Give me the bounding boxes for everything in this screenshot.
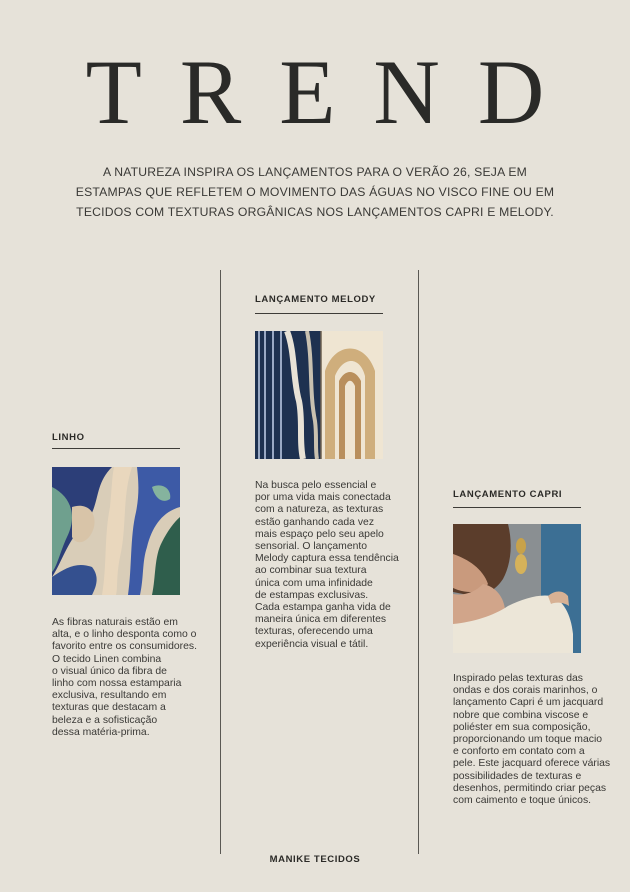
capri-model-image (453, 524, 581, 653)
page-title: TREND (85, 41, 583, 143)
linho-fabric-image (52, 467, 180, 595)
linho-heading: LINHO (52, 432, 85, 443)
column-divider-right (418, 270, 419, 854)
melody-rule (255, 313, 383, 314)
capri-rule (453, 507, 581, 508)
intro-text: A NATUREZA INSPIRA OS LANÇAMENTOS PARA O VERÃO 26, SEJA EM ESTAMPAS QUE REFLETEM O MOVIMENTO DAS ÁGUAS NO VISCO FINE OU EM TECIDOS COM TEXTURAS ORGÂNICAS NOS LANÇAMENTOS CAPRI E MELODY. (75, 165, 555, 219)
capri-text: Inspirado pelas texturas das ondas e dos corais marinhos, o lançamento Capri é um jacquard nobre que combina viscose e poliéster em sua composição, proporcionando um toque macio e conforto em contato com a pele. Este jacquard oferece várias possibilidades de texturas e desenhos, permitindo criar peças com caimento e toque únicos. (453, 673, 611, 807)
capri-heading: LANÇAMENTO CAPRI (453, 489, 563, 500)
column-divider-left (220, 270, 221, 854)
linho-text: As fibras naturais estão em alta, e o linho desponta como o favorito entre os consumidores. O tecido Linen combina o visual único da fibra de linho com nossa estamparia exclusiva, resultando em texturas que destacam a beleza e a sofisticação dessa matéria-prima. (52, 617, 197, 738)
melody-text: Na busca pelo essencial e por uma vida mais conectada com a natureza, as texturas estão ganhando cada vez mais espaço pelo seu apelo sensorial. O lançamento Melody captura essa tendência ao combinar sua textura única com uma infinidade de estampas exclusivas. Cada estampa ganha vida de maneira única em diferentes texturas, oferecendo uma experiência visual e tátil. (255, 480, 399, 650)
melody-fabric-image (255, 331, 383, 459)
melody-heading: LANÇAMENTO MELODY (255, 294, 376, 305)
footer-brand: MANIKE TECIDOS (269, 854, 361, 865)
linho-rule (52, 448, 180, 449)
